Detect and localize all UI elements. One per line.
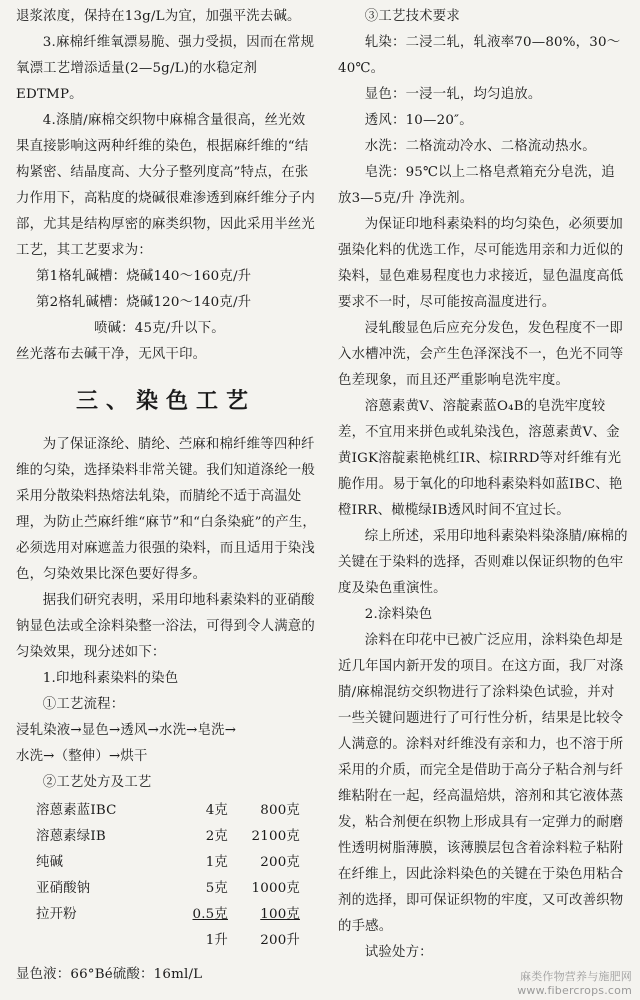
- requirement-washing: 水洗：二格流动冷水、二格流动热水。: [364, 139, 596, 154]
- watermark-title: 麻类作物营养与施肥网: [520, 970, 632, 983]
- developing-solution: 显色液：66°Bé硫酸：16ml/L: [16, 967, 203, 982]
- paragraph-summary: 综上所述，采用印地科素染料染涤腈/麻棉的关键在于染料的选择，否则难以保证织物的色牢度及染色重演性。: [338, 529, 628, 596]
- recipe-amount-a: 1克: [205, 855, 228, 870]
- recipe-row: [16, 824, 316, 850]
- recipe-name: 拉开粉: [36, 907, 77, 922]
- recipe-row: [16, 902, 316, 928]
- recipe-amount-b: 200升: [260, 933, 300, 948]
- recipe-row: [16, 798, 316, 824]
- recipe-amount-b: 2100克: [251, 829, 300, 844]
- section-title-dyeing: 三、染色工艺: [75, 388, 256, 414]
- recipe-name: [16, 928, 148, 954]
- paragraph-research: 据我们研究表明，采用印地科素染料的亚硝酸钠显色法或全涂料染整一浴法，可得到令人满意的匀染效果，现分述如下：: [16, 593, 315, 660]
- recipe-row-total: [16, 928, 316, 954]
- recipe-name: 溶蒽素蓝IBC: [36, 803, 117, 818]
- heading-pigment-dyeing: 2.涂料染色: [364, 607, 433, 622]
- recipe-amount-b: 200克: [260, 855, 300, 870]
- caustic-tank-1: 第1格轧碱槽：烧碱140～160克/升: [36, 269, 252, 284]
- heading-process-flow: ①工艺流程：: [42, 697, 125, 712]
- recipe-amount-b: 100克: [260, 907, 300, 922]
- recipe-name: 亚硝酸钠: [36, 881, 91, 896]
- paragraph-development: 浸轧酸显色后应充分发色，发色程度不一即入水槽冲洗，会产生色泽深浅不一，色光不同等色差现象，而且还严重影响皂洗牢度。: [338, 321, 624, 388]
- recipe-table: [16, 798, 316, 954]
- heading-trial-recipe: 试验处方：: [364, 945, 433, 960]
- recipe-amount-a: 1升: [205, 933, 228, 948]
- paragraph-drop-cloth: 丝光落布去碱干净，无风干印。: [16, 347, 207, 362]
- paragraph-bleaching: 3.麻棉纤维氧漂易脆、强力受损，因而在常规氧漂工艺增添适量(2—5g/L)的水稳定剂EDTMP。: [16, 35, 315, 102]
- requirement-soaping: 皂洗：95℃以上二格皂煮箱充分皂洗，追放3—5克/升 净洗剂。: [338, 165, 615, 206]
- recipe-name: 纯碱: [36, 855, 64, 870]
- watermark: [517, 970, 632, 998]
- requirement-airing: 透风：10—20″。: [364, 113, 473, 128]
- recipe-row: [16, 850, 316, 876]
- watermark-url: www.fibercrops.com: [517, 984, 632, 997]
- paragraph-fastness: 溶蒽素黄V、溶靛素蓝O₄B的皂洗牢度较差，不宜用来拼色或轧染浅色，溶蒽素黄V、金黄IGK溶靛素艳桃红IR、棕IRRD等对纤维有光脆作用。易于氧化的印地科素染料如蓝IBC、艳橙IRR、橄榄绿IB透风时间不宜过长。: [338, 399, 623, 518]
- process-flow-line-2: 水洗→（整伸）→烘干: [16, 749, 148, 764]
- heading-recipe: ②工艺处方及工艺: [42, 775, 152, 790]
- paragraph-mercerizing: 4.涤腈/麻棉交织物中麻棉含量很高，丝光效果直接影响这两种纤维的染色，根据麻纤维的“结构紧密、结晶度高、大分子整列度高”特点，在张力作用下，高粘度的烧碱很难渗透到麻纤维分子内部，尤其是结构厚密的麻类织物，因此采用半丝光工艺，其工艺要求为：: [16, 113, 315, 258]
- recipe-name: 溶蒽素绿IB: [36, 829, 106, 844]
- paragraph-dye-selection: 为了保证涤纶、腈纶、苎麻和棉纤维等四种纤维的匀染，选择染料非常关键。我们知道涤纶一般采用分散染料热熔法轧染，而腈纶不适于高温处理，为防止苎麻纤维“麻节”和“白条染疵”的产生，必须选用对麻遮盖力很强的染料，而且适用于染浅色，匀染效果比深色要好得多。: [16, 437, 316, 582]
- right-column: [338, 4, 628, 966]
- requirement-padding: 轧染：二浸二轧，轧液率70—80%，30～40℃。: [338, 35, 621, 76]
- requirement-developing: 显色：一浸一轧，均匀追放。: [364, 87, 542, 102]
- recipe-row: [16, 876, 316, 902]
- heading-indigosol-dyeing: 1.印地科素染料的染色: [42, 671, 179, 686]
- recipe-amount-b: 1000克: [251, 881, 300, 896]
- paragraph-dye-preference: 为保证印地科素染料的均匀染色，必须要加强染化料的优选工作，尽可能选用亲和力近似的染料，显色难易程度也力求接近，显色温度高低要求不一时，尽可能按高温度进行。: [338, 217, 624, 310]
- process-flow-line-1: 浸轧染液→显色→透风→水洗→皂洗→: [16, 723, 237, 738]
- recipe-amount-a: 5克: [205, 881, 228, 896]
- recipe-amount-a: 0.5克: [192, 907, 228, 922]
- caustic-spray: 喷碱：45克/升以下。: [94, 321, 225, 336]
- paragraph-pigment: 涂料在印花中已被广泛应用，涂料染色却是近几年国内新开发的项目。在这方面，我厂对涤腈/麻棉混纺交织物进行了涂料染色试验，并对一些关键问题进行了可行性分析，结果是比较令人满意的。涂料对纤维没有亲和力，也不溶于所采用的介质，而完全是借助于高分子粘合剂与纤维粘附在一起，经高温焙烘，溶剂和其它液体蒸发，粘合剂便在织物上形成具有一定弹力的耐磨性透明树脂薄膜，该薄膜层包含着涂料粒子粘附在纤维上，因此涂料染色的关键在于染色用粘合剂的选择，即可保证织物的牢度，又可改善织物的手感。: [338, 633, 624, 934]
- heading-technical-requirements: ③工艺技术要求: [364, 9, 460, 24]
- left-column: [16, 4, 316, 988]
- recipe-amount-a: 4克: [205, 803, 228, 818]
- recipe-amount-a: 2克: [205, 829, 228, 844]
- caustic-tank-2: 第2格轧碱槽：烧碱120～140克/升: [36, 295, 252, 310]
- paragraph-desizing: 退浆浓度，保持在13g/L为宜，加强平洗去碱。: [16, 9, 301, 24]
- recipe-amount-b: 800克: [260, 803, 300, 818]
